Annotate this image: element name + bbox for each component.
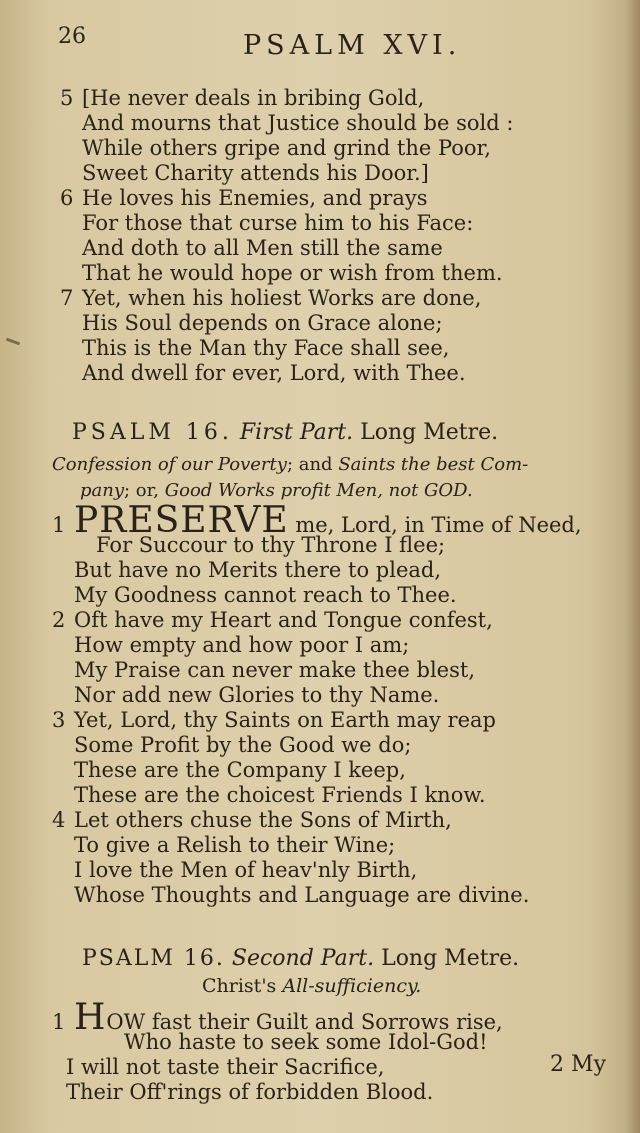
verse-line: 5 [He never deals in bribing Gold, xyxy=(60,86,425,110)
page-edge xyxy=(626,0,640,1133)
verse-line: Nor add new Glories to thy Name. xyxy=(74,683,440,707)
verse-line: While others gripe and grind the Poor, xyxy=(82,136,491,160)
part1-subtitle: Confession of our Poverty; and Saints the best Com- xyxy=(52,454,529,475)
verse-line: Some Profit by the Good we do; xyxy=(74,733,412,757)
psalm15-verses xyxy=(60,86,513,386)
verse-number: 6 xyxy=(60,186,74,210)
verse-line: My Praise can never make thee blest, xyxy=(74,658,475,682)
verse-line: 4 Let others chuse the Sons of Mirth, xyxy=(52,808,452,832)
drop-word: PRESERVE xyxy=(74,500,289,541)
drop-letter: H xyxy=(74,997,107,1038)
verse-line: This is the Man thy Face shall see, xyxy=(82,336,450,360)
verse-number: 1 xyxy=(52,1010,66,1034)
verse-line: 2 Oft have my Heart and Tongue confest, xyxy=(52,608,493,632)
verse-line: I will not taste their Sacrifice, xyxy=(66,1055,385,1079)
verse-line: Who haste to seek some Idol-God! xyxy=(124,1030,488,1054)
verse-line: These are the choicest Friends I know. xyxy=(74,783,486,807)
verse-line: Their Off'rings of forbidden Blood. xyxy=(66,1080,434,1104)
verse-line: Sweet Charity attends his Door.] xyxy=(82,161,429,185)
verse-number: 5 xyxy=(60,86,74,110)
verse-number: 7 xyxy=(60,286,74,310)
page-header xyxy=(58,18,578,61)
verse-line: 7 Yet, when his holiest Works are done, xyxy=(60,286,482,310)
verse-number: 1 xyxy=(52,513,66,537)
verse-line: To give a Relish to their Wine; xyxy=(74,833,396,857)
verse-line-first: 1 HOW fast their Guilt and Sorrows rise, xyxy=(52,997,503,1038)
part2-subtitle: Christ's All-sufficiency. xyxy=(202,975,422,997)
part2-heading: PSALM 16. Second Part. Long Metre. xyxy=(82,946,520,971)
verse-line: And dwell for ever, Lord, with Thee. xyxy=(82,361,466,385)
catchword: 2 My xyxy=(550,1052,606,1077)
verse-line: 6 He loves his Enemies, and prays xyxy=(60,186,428,210)
verse-line: But have no Merits there to plead, xyxy=(74,558,442,582)
part1-subtitle-cont: pany; or, Good Works profit Men, not GOD. xyxy=(80,480,473,501)
verse-number: 4 xyxy=(52,808,66,832)
running-title: PSALM XVI. xyxy=(243,30,462,61)
verse-number: 3 xyxy=(52,708,66,732)
verse-line: 3 Yet, Lord, thy Saints on Earth may reap xyxy=(52,708,496,732)
verse-line: These are the Company I keep, xyxy=(74,758,406,782)
ink-smudge xyxy=(6,338,20,346)
verse-line: And doth to all Men still the same xyxy=(82,236,443,260)
verse-line: His Soul depends on Grace alone; xyxy=(82,311,443,335)
verse-line-first: 1 PRESERVE me, Lord, in Time of Need, xyxy=(52,500,582,541)
part1-heading: PSALM 16. First Part. Long Metre. xyxy=(72,420,499,445)
verse-line: And mourns that Justice should be sold : xyxy=(82,111,514,135)
verse-line: For Succour to thy Throne I flee; xyxy=(96,533,446,557)
page-number: 26 xyxy=(58,24,86,49)
verse-line: For those that curse him to his Face: xyxy=(82,211,474,235)
verse-line: Whose Thoughts and Language are divine. xyxy=(74,883,530,907)
part2-verses xyxy=(52,997,503,1105)
verse-line: That he would hope or wish from them. xyxy=(82,261,503,285)
verse-number: 2 xyxy=(52,608,66,632)
part1-verses xyxy=(52,500,582,908)
verse-line: My Goodness cannot reach to Thee. xyxy=(74,583,457,607)
verse-line: I love the Men of heav'nly Birth, xyxy=(74,858,418,882)
verse-line: How empty and how poor I am; xyxy=(74,633,410,657)
